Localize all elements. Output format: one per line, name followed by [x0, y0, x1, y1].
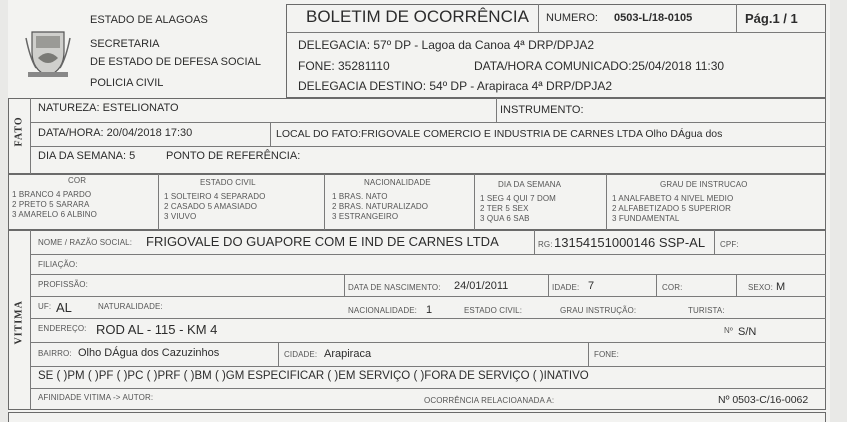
grau-instrucao-label: GRAU INSTRUÇÃO:	[560, 306, 637, 315]
cidade-value: Arapiraca	[324, 348, 372, 360]
legend-civil-3: 3 VIUVO	[164, 212, 197, 221]
cpf-label: CPF:	[720, 240, 739, 249]
legend-cor-2: 2 PRETO 5 SARARA	[12, 200, 90, 209]
afinidade-label: AFINIDADE VITIMA -> AUTOR:	[38, 393, 154, 402]
legend-dia-3: 3 QUA 6 SAB	[480, 214, 530, 223]
nacionalidade-label: NACIONALIDADE:	[348, 306, 417, 315]
legend-grau-title: GRAU DE INSTRUCAO	[660, 180, 748, 189]
legend-civil-2: 2 CASADO 5 AMASIADO	[164, 202, 258, 211]
nascimento-value: 24/01/2011	[454, 280, 509, 292]
endereco-value: ROD AL - 115 - KM 4	[96, 322, 218, 337]
sexo-value: M	[776, 281, 786, 293]
numero-label: NUMERO:	[546, 12, 598, 24]
ocorrencia-relacionada-value: Nº 0503-C/16-0062	[718, 394, 809, 406]
delegacia: DELEGACIA: 57º DP - Lagoa da Canoa 4ª DRP/DPJA2	[298, 38, 595, 52]
instrumento: INSTRUMENTO:	[500, 104, 584, 116]
idade-label: IDADE:	[552, 283, 580, 292]
vitima-section	[8, 230, 826, 410]
legend-grau-2: 2 ALFABETIZADO 5 SUPERIOR	[612, 204, 731, 213]
legend-dia-2: 2 TER 5 SEX	[480, 204, 529, 213]
legend-nac-title: NACIONALIDADE	[364, 178, 431, 187]
legend-grau-1: 1 ANALFABETO 4 NIVEL MEDIO	[612, 194, 734, 203]
natureza: NATUREZA: ESTELIONATO	[38, 102, 179, 114]
numero-value: 0503-L/18-0105	[614, 12, 693, 24]
header-policia: POLICIA CIVIL	[90, 77, 164, 89]
legend-nac-3: 3 ESTRANGEIRO	[332, 212, 399, 221]
legend-nac-1: 1 BRAS. NATO	[332, 192, 388, 201]
idade-value: 7	[588, 280, 595, 292]
delegacia-destino: DELEGACIA DESTINO: 54º DP - Arapiraca 4ª DRP/DPJA2	[298, 79, 613, 93]
sexo-label: SEXO:	[748, 283, 773, 292]
uf-label: UF:	[38, 302, 52, 311]
cidade-label: CIDADE:	[284, 350, 318, 359]
legend-dia-title: DIA DA SEMANA	[498, 180, 562, 189]
nome-value: FRIGOVALE DO GUAPORE COM E IND DE CARNES LTDA	[146, 234, 499, 249]
fato-side-label: FATO	[13, 116, 25, 147]
cor-label: COR:	[662, 283, 683, 292]
rg-value: 13154151000146 SSP-AL	[554, 235, 706, 250]
page-title: BOLETIM DE OCORRÊNCIA	[306, 7, 529, 26]
data-comunicado: DATA/HORA COMUNICADO:25/04/2018 11:30	[474, 59, 725, 73]
legend-cor-1: 1 BRANCO 4 PARDO	[12, 190, 92, 199]
state-crest-logo	[24, 28, 72, 80]
fone: FONE: 35281110	[298, 59, 390, 73]
servidor-publico-options: SE ( )PM ( )PF ( )PC ( )PRF ( )BM ( )GM ESPECIFICAR ( )EM SERVIÇO ( )FORA DE SERVIÇO ( )INATIVO	[38, 370, 589, 382]
nacionalidade-value: 1	[426, 304, 433, 316]
legend-civil-title: ESTADO CIVIL	[200, 178, 256, 187]
legend-cor-3: 3 AMARELO 6 ALBINO	[12, 210, 97, 219]
numero-endereco-value: S/N	[738, 326, 757, 338]
local-fato: LOCAL DO FATO:FRIGOVALE COMERCIO E INDUSTRIA DE CARNES LTDA Olho DÁgua dos	[276, 128, 723, 140]
turista-label: TURISTA:	[688, 306, 725, 315]
legend-grau-3: 3 FUNDAMENTAL	[612, 214, 680, 223]
nome-label: NOME / RAZÃO SOCIAL:	[38, 238, 133, 247]
uf-value: AL	[56, 300, 72, 315]
rg-label: RG:	[538, 240, 553, 249]
nascimento-label: DATA DE NASCIMENTO:	[348, 283, 441, 292]
endereco-label: ENDEREÇO:	[38, 324, 87, 333]
profissao-label: PROFISSÃO:	[38, 280, 88, 289]
ocorrencia-relacionada-label: OCORRÊNCIA RELACIOANADA A:	[424, 396, 555, 405]
estado-civil-label: ESTADO CIVIL:	[464, 306, 523, 315]
ponto-referencia: PONTO DE REFERÊNCIA:	[166, 150, 301, 162]
header-secretaria: SECRETARIA	[90, 38, 160, 50]
numero-endereco-label: Nº	[724, 326, 733, 335]
filiacao-label: FILIAÇÃO:	[38, 260, 78, 269]
fone-label: FONE:	[594, 350, 619, 359]
bairro-value: Olho DÁgua dos Cazuzinhos	[78, 347, 220, 359]
naturalidade-label: NATURALIDADE:	[98, 302, 163, 311]
page-number: Pág.1 / 1	[745, 11, 798, 26]
document-page	[8, 0, 830, 422]
vitima-side-label: VITIMA	[13, 300, 25, 345]
legend-civil-1: 1 SOLTEIRO 4 SEPARADO	[164, 192, 266, 201]
header-state: ESTADO DE ALAGOAS	[90, 14, 208, 26]
dia-semana: DIA DA SEMANA: 5	[38, 150, 136, 162]
header-defesa: DE ESTADO DE DEFESA SOCIAL	[90, 56, 261, 68]
next-section-edge	[8, 412, 826, 422]
legend-cor-title: COR	[68, 176, 87, 185]
legend-dia-1: 1 SEG 4 QUI 7 DOM	[480, 194, 556, 203]
bairro-label: BAIRRO:	[38, 349, 72, 358]
legend-nac-2: 2 BRAS. NATURALIZADO	[332, 202, 429, 211]
fato-datahora: DATA/HORA: 20/04/2018 17:30	[38, 127, 193, 139]
